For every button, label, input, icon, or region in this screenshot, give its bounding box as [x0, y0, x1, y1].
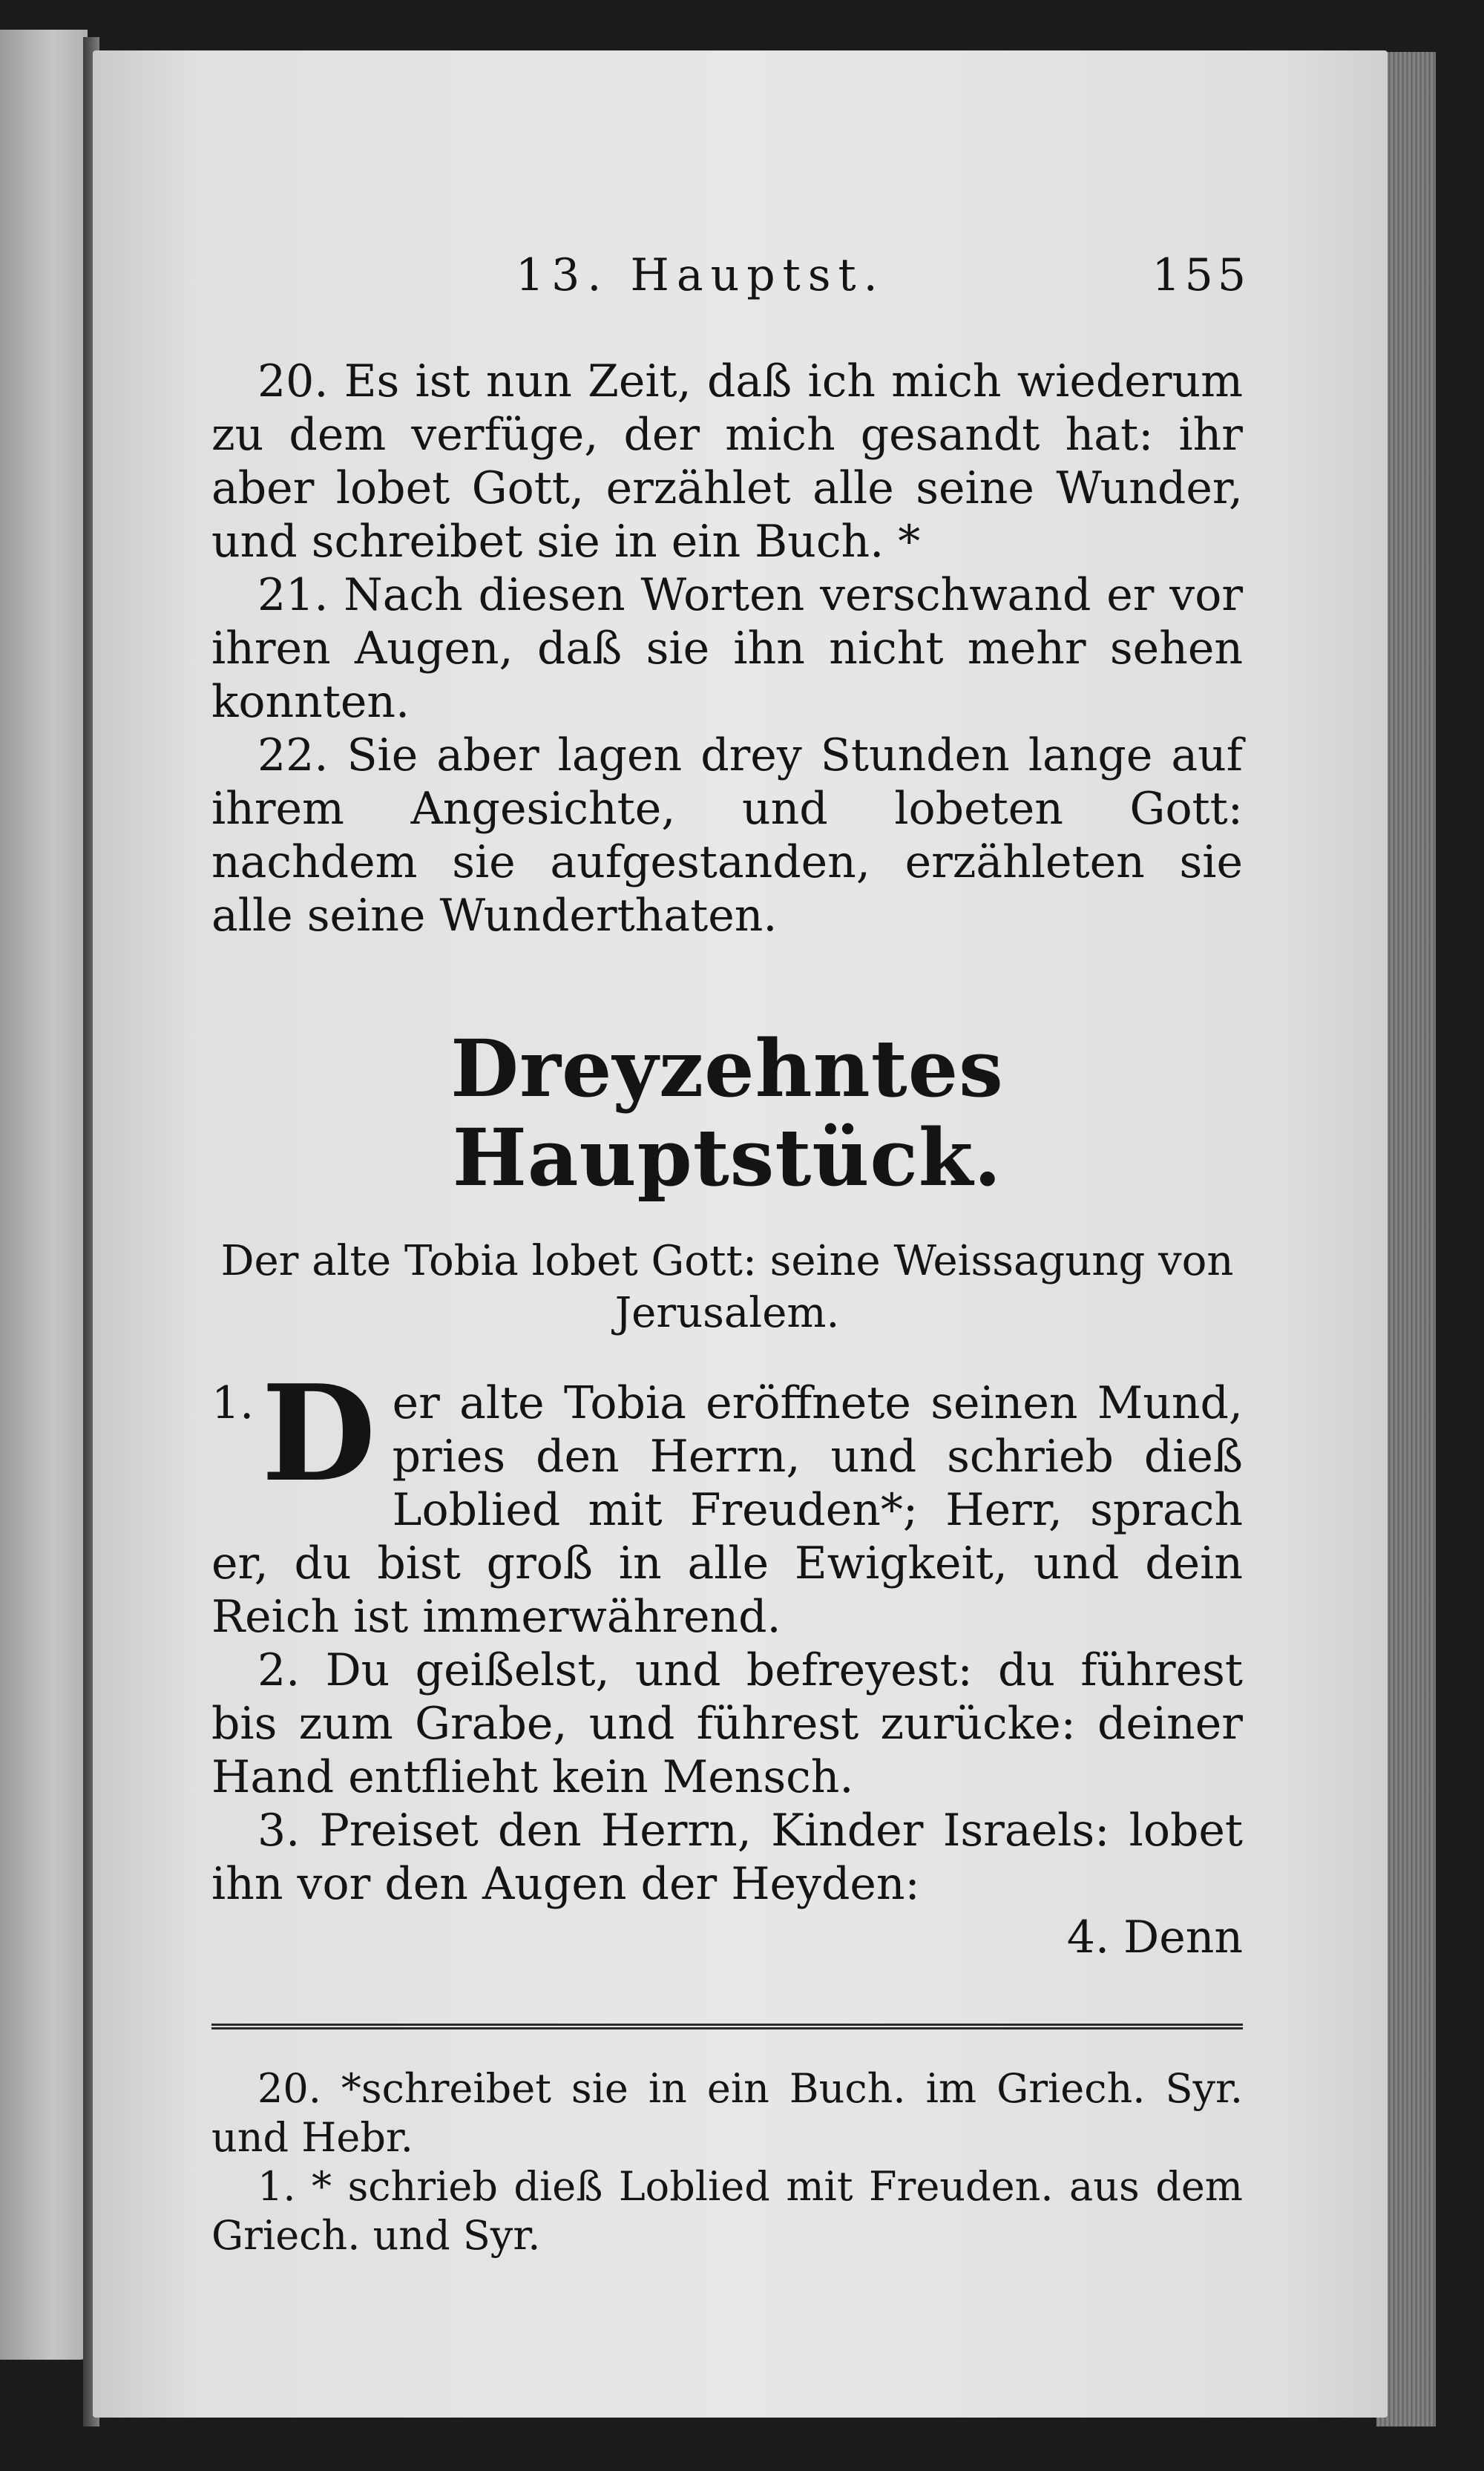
drop-cap-initial: D: [261, 1356, 376, 1511]
verse-20: 20. Es ist nun Zeit, daß ich mich wiederum zu dem verfüge, der mich gesandt hat: ihr aber lobet Gott, erzählet alle seine Wunder, und schreibet sie in ein Buch. *: [211, 355, 1243, 568]
verse-22: 22. Sie aber lagen drey Stunden lange auf ihrem Angesichte, und lobeten Gott: nachdem sie aufgestanden, erzähleten sie alle seine Wunderthaten.: [211, 729, 1243, 942]
footnote-rule: [211, 2024, 1243, 2031]
book-page: [93, 50, 1388, 2418]
page-content: [211, 355, 1243, 2260]
footnotes: [211, 2064, 1243, 2260]
running-head: 13. Hauptst.: [516, 249, 885, 301]
footnote-1: 1. * schrieb dieß Loblied mit Freuden. aus dem Griech. und Syr.: [211, 2163, 1243, 2259]
verse-21: 21. Nach diesen Worten verschwand er vor ihren Augen, daß sie ihn nicht mehr sehen konnten.: [211, 569, 1243, 728]
footnote-20: 20. *schreibet sie in ein Buch. im Griech. Syr. und Hebr.: [211, 2065, 1243, 2161]
chapter-summary: Der alte Tobia lobet Gott: seine Weissagung von Jerusalem.: [220, 1237, 1234, 1337]
verse-1-text: er alte Tobia eröffnete seinen Mund, pries den Herrn, und schrieb dieß Loblied mit Freuden*; Herr, sprach er, du bist groß in alle Ewigkeit, und dein Reich ist immerwährend.: [211, 1377, 1243, 1643]
chapter-title: Dreyzehntes Hauptstück.: [450, 1022, 1004, 1204]
verse-3: 3. Preiset den Herrn, Kinder Israels: lobet ihn vor den Augen der Heyden:: [211, 1805, 1243, 1910]
catchword: 4. Denn: [1066, 1912, 1243, 1963]
verse-1-number: 1.: [211, 1377, 255, 1429]
verse-1: [211, 1356, 1243, 1644]
facing-page-edge: [0, 30, 88, 2360]
verse-2: 2. Du geißelst, und befreyest: du führest bis zum Grabe, und führest zurücke: deiner Hand entflieht kein Mensch.: [211, 1644, 1243, 1803]
page-number: 155: [1152, 249, 1250, 301]
